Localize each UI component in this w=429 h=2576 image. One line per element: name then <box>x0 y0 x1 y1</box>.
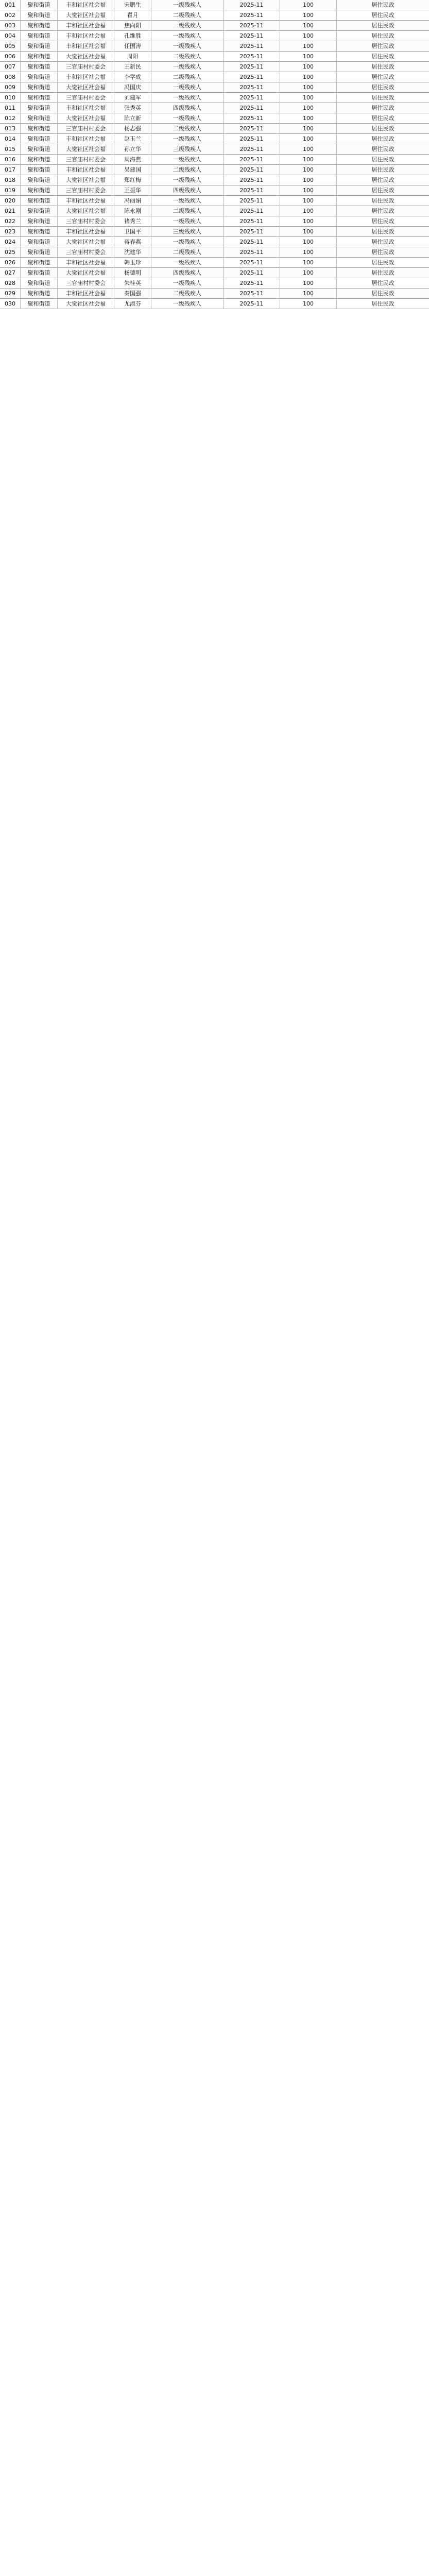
table-row <box>0 103 429 113</box>
date-cell: 2025-11 <box>224 103 280 113</box>
village-cell: 三官庙村村委会 <box>58 124 114 134</box>
row-number: 014 <box>0 134 21 144</box>
amount-cell: 100 <box>280 41 337 52</box>
town-cell: 聚和街道 <box>21 227 58 237</box>
amount-cell: 100 <box>280 52 337 62</box>
category-cell: 四级残疾人 <box>151 185 224 196</box>
town-cell: 聚和街道 <box>21 278 58 289</box>
unit-cell: 居住民政 <box>371 156 394 163</box>
unit-cell: 居住民政 <box>371 290 394 297</box>
town-cell: 聚和街道 <box>21 124 58 134</box>
unit-cell: 居住民政 <box>371 217 394 225</box>
unit-cell: 居住民政 <box>371 125 394 132</box>
row-number: 015 <box>0 144 21 155</box>
amount-cell: 100 <box>280 299 337 309</box>
name-cell: 周海燕 <box>114 155 151 165</box>
name-cell: 周阳 <box>114 52 151 62</box>
category-cell: 三级残疾人 <box>151 227 224 237</box>
date-cell: 2025-11 <box>224 299 280 309</box>
amount-cell: 100 <box>280 175 337 185</box>
date-cell: 2025-11 <box>224 62 280 72</box>
category-cell: 一级残疾人 <box>151 134 224 144</box>
village-cell: 大觉社区社会福 <box>58 82 114 93</box>
table-row <box>0 10 429 21</box>
name-cell: 赵玉兰 <box>114 134 151 144</box>
unit-cell: 居住民政 <box>371 1 394 8</box>
town-cell: 聚和街道 <box>21 0 58 10</box>
category-cell: 一级残疾人 <box>151 0 224 10</box>
name-cell: 韩玉珍 <box>114 258 151 268</box>
category-cell: 一级残疾人 <box>151 31 224 41</box>
date-cell: 2025-11 <box>224 227 280 237</box>
village-cell: 丰和社区社会福 <box>58 258 114 268</box>
table-row <box>0 196 429 206</box>
category-cell: 一级残疾人 <box>151 21 224 31</box>
date-cell: 2025-11 <box>224 185 280 196</box>
category-cell: 二级残疾人 <box>151 52 224 62</box>
row-number: 017 <box>0 165 21 175</box>
date-cell: 2025-11 <box>224 21 280 31</box>
name-cell: 郑红梅 <box>114 175 151 185</box>
name-cell: 杨德明 <box>114 268 151 278</box>
amount-cell: 100 <box>280 93 337 103</box>
village-cell: 三官庙村村委会 <box>58 247 114 258</box>
amount-cell: 100 <box>280 0 337 10</box>
village-cell: 丰和社区社会福 <box>58 31 114 41</box>
category-cell: 四级残疾人 <box>151 268 224 278</box>
unit-cell: 居住民政 <box>371 94 394 101</box>
date-cell: 2025-11 <box>224 82 280 93</box>
town-cell: 聚和街道 <box>21 175 58 185</box>
table-row <box>0 165 429 175</box>
name-cell: 刘建军 <box>114 93 151 103</box>
category-cell: 一级残疾人 <box>151 82 224 93</box>
unit-cell: 居住民政 <box>371 259 394 266</box>
amount-cell: 100 <box>280 237 337 247</box>
town-cell: 聚和街道 <box>21 103 58 113</box>
village-cell: 丰和社区社会福 <box>58 134 114 144</box>
town-cell: 聚和街道 <box>21 93 58 103</box>
name-cell: 蒋春燕 <box>114 237 151 247</box>
disability-subsidy-table <box>0 0 429 309</box>
date-cell: 2025-11 <box>224 144 280 155</box>
category-cell: 一级残疾人 <box>151 237 224 247</box>
unit-cell: 居住民政 <box>371 22 394 29</box>
unit-cell: 居住民政 <box>371 145 394 152</box>
village-cell: 大觉社区社会福 <box>58 206 114 216</box>
amount-cell: 100 <box>280 278 337 289</box>
category-cell: 一级残疾人 <box>151 62 224 72</box>
name-cell: 杨志强 <box>114 124 151 134</box>
village-cell: 大觉社区社会福 <box>58 299 114 309</box>
date-cell: 2025-11 <box>224 278 280 289</box>
table-row <box>0 247 429 258</box>
category-cell: 二级残疾人 <box>151 247 224 258</box>
category-cell: 一级残疾人 <box>151 93 224 103</box>
row-number: 025 <box>0 247 21 258</box>
table-row <box>0 124 429 134</box>
date-cell: 2025-11 <box>224 175 280 185</box>
village-cell: 丰和社区社会福 <box>58 103 114 113</box>
category-cell: 二级残疾人 <box>151 124 224 134</box>
unit-cell: 居住民政 <box>371 207 394 214</box>
date-cell: 2025-11 <box>224 289 280 299</box>
date-cell: 2025-11 <box>224 165 280 175</box>
name-cell: 李学成 <box>114 72 151 82</box>
village-cell: 大觉社区社会福 <box>58 237 114 247</box>
category-cell: 四级残疾人 <box>151 103 224 113</box>
date-cell: 2025-11 <box>224 206 280 216</box>
unit-cell: 居住民政 <box>371 228 394 235</box>
town-cell: 聚和街道 <box>21 41 58 52</box>
amount-cell: 100 <box>280 103 337 113</box>
unit-cell: 居住民政 <box>371 248 394 256</box>
name-cell: 沈建华 <box>114 247 151 258</box>
village-cell: 丰和社区社会福 <box>58 227 114 237</box>
category-cell: 一级残疾人 <box>151 278 224 289</box>
unit-cell: 居住民政 <box>371 53 394 60</box>
category-cell: 一级残疾人 <box>151 155 224 165</box>
row-number: 029 <box>0 289 21 299</box>
category-cell: 二级残疾人 <box>151 289 224 299</box>
row-number: 011 <box>0 103 21 113</box>
date-cell: 2025-11 <box>224 124 280 134</box>
unit-cell: 居住民政 <box>371 32 394 39</box>
table-row <box>0 216 429 227</box>
row-number: 028 <box>0 278 21 289</box>
row-number: 021 <box>0 206 21 216</box>
unit-cell: 居住民政 <box>371 73 394 80</box>
table-row <box>0 113 429 124</box>
town-cell: 聚和街道 <box>21 82 58 93</box>
name-cell: 翟月 <box>114 10 151 21</box>
category-cell: 一级残疾人 <box>151 216 224 227</box>
amount-cell: 100 <box>280 206 337 216</box>
village-cell: 丰和社区社会福 <box>58 72 114 82</box>
date-cell: 2025-11 <box>224 72 280 82</box>
table-row <box>0 93 429 103</box>
table-row <box>0 237 429 247</box>
row-number: 003 <box>0 21 21 31</box>
category-cell: 一级残疾人 <box>151 113 224 124</box>
amount-cell: 100 <box>280 144 337 155</box>
village-cell: 三官庙村村委会 <box>58 62 114 72</box>
town-cell: 聚和街道 <box>21 206 58 216</box>
category-cell: 一级残疾人 <box>151 299 224 309</box>
row-number: 016 <box>0 155 21 165</box>
row-number: 005 <box>0 41 21 52</box>
unit-cell: 居住民政 <box>371 135 394 142</box>
category-cell: 三级残疾人 <box>151 144 224 155</box>
name-cell: 宋鹏生 <box>114 0 151 10</box>
town-cell: 聚和街道 <box>21 52 58 62</box>
row-number: 008 <box>0 72 21 82</box>
row-number: 023 <box>0 227 21 237</box>
unit-cell: 居住民政 <box>371 176 394 183</box>
date-cell: 2025-11 <box>224 247 280 258</box>
date-cell: 2025-11 <box>224 113 280 124</box>
village-cell: 大觉社区社会福 <box>58 175 114 185</box>
table-row <box>0 31 429 41</box>
unit-cell: 居住民政 <box>371 63 394 70</box>
table-row <box>0 206 429 216</box>
date-cell: 2025-11 <box>224 134 280 144</box>
category-cell: 一级残疾人 <box>151 196 224 206</box>
name-cell: 王振华 <box>114 185 151 196</box>
amount-cell: 100 <box>280 21 337 31</box>
name-cell: 张秀英 <box>114 103 151 113</box>
town-cell: 聚和街道 <box>21 113 58 124</box>
unit-cell: 居住民政 <box>371 83 394 91</box>
town-cell: 聚和街道 <box>21 155 58 165</box>
row-number: 027 <box>0 268 21 278</box>
row-number: 006 <box>0 52 21 62</box>
village-cell: 大觉社区社会福 <box>58 10 114 21</box>
village-cell: 丰和社区社会福 <box>58 196 114 206</box>
name-cell: 冯国庆 <box>114 82 151 93</box>
table-row <box>0 144 429 155</box>
amount-cell: 100 <box>280 165 337 175</box>
date-cell: 2025-11 <box>224 93 280 103</box>
date-cell: 2025-11 <box>224 41 280 52</box>
town-cell: 聚和街道 <box>21 62 58 72</box>
name-cell: 卫国平 <box>114 227 151 237</box>
village-cell: 三官庙村村委会 <box>58 216 114 227</box>
name-cell: 吴建国 <box>114 165 151 175</box>
town-cell: 聚和街道 <box>21 237 58 247</box>
amount-cell: 100 <box>280 258 337 268</box>
date-cell: 2025-11 <box>224 237 280 247</box>
date-cell: 2025-11 <box>224 155 280 165</box>
village-cell: 丰和社区社会福 <box>58 41 114 52</box>
table-row <box>0 155 429 165</box>
town-cell: 聚和街道 <box>21 196 58 206</box>
name-cell: 冯丽娟 <box>114 196 151 206</box>
table-row <box>0 258 429 268</box>
village-cell: 大觉社区社会福 <box>58 113 114 124</box>
name-cell: 王新民 <box>114 62 151 72</box>
amount-cell: 100 <box>280 82 337 93</box>
date-cell: 2025-11 <box>224 10 280 21</box>
category-cell: 一级残疾人 <box>151 175 224 185</box>
table-row <box>0 134 429 144</box>
amount-cell: 100 <box>280 62 337 72</box>
name-cell: 陈永刚 <box>114 206 151 216</box>
amount-cell: 100 <box>280 268 337 278</box>
name-cell: 孙立华 <box>114 144 151 155</box>
name-cell: 孔维胜 <box>114 31 151 41</box>
row-number: 020 <box>0 196 21 206</box>
name-cell: 陈立新 <box>114 113 151 124</box>
row-number: 002 <box>0 10 21 21</box>
category-cell: 二级残疾人 <box>151 10 224 21</box>
category-cell: 二级残疾人 <box>151 206 224 216</box>
unit-cell: 居住民政 <box>371 166 394 173</box>
amount-cell: 100 <box>280 216 337 227</box>
amount-cell: 100 <box>280 247 337 258</box>
unit-cell: 居住民政 <box>371 187 394 194</box>
category-cell: 一级残疾人 <box>151 258 224 268</box>
unit-cell: 居住民政 <box>371 114 394 122</box>
unit-cell: 居住民政 <box>371 238 394 245</box>
table-row <box>0 227 429 237</box>
unit-cell: 居住民政 <box>371 104 394 111</box>
town-cell: 聚和街道 <box>21 165 58 175</box>
row-number: 022 <box>0 216 21 227</box>
date-cell: 2025-11 <box>224 196 280 206</box>
row-number: 024 <box>0 237 21 247</box>
name-cell: 秦国强 <box>114 289 151 299</box>
name-cell: 焦向阳 <box>114 21 151 31</box>
town-cell: 聚和街道 <box>21 216 58 227</box>
category-cell: 二级残疾人 <box>151 165 224 175</box>
table-row <box>0 289 429 299</box>
village-cell: 丰和社区社会福 <box>58 21 114 31</box>
town-cell: 聚和街道 <box>21 31 58 41</box>
amount-cell: 100 <box>280 196 337 206</box>
table-row <box>0 82 429 93</box>
row-number: 019 <box>0 185 21 196</box>
unit-cell: 居住民政 <box>371 300 394 307</box>
name-cell: 褚秀兰 <box>114 216 151 227</box>
town-cell: 聚和街道 <box>21 10 58 21</box>
name-cell: 朱桂英 <box>114 278 151 289</box>
amount-cell: 100 <box>280 10 337 21</box>
village-cell: 大觉社区社会福 <box>58 52 114 62</box>
amount-cell: 100 <box>280 31 337 41</box>
town-cell: 聚和街道 <box>21 268 58 278</box>
table-row <box>0 62 429 72</box>
amount-cell: 100 <box>280 134 337 144</box>
village-cell: 三官庙村村委会 <box>58 155 114 165</box>
table-row <box>0 72 429 82</box>
unit-cell: 居住民政 <box>371 269 394 276</box>
date-cell: 2025-11 <box>224 0 280 10</box>
category-cell: 一级残疾人 <box>151 41 224 52</box>
table-row <box>0 185 429 196</box>
table-row <box>0 268 429 278</box>
table-row <box>0 52 429 62</box>
row-number: 026 <box>0 258 21 268</box>
table-row <box>0 41 429 52</box>
unit-cell: 居住民政 <box>371 11 394 19</box>
unit-cell: 居住民政 <box>371 197 394 204</box>
amount-cell: 100 <box>280 124 337 134</box>
name-cell: 尤淑芬 <box>114 299 151 309</box>
table-row <box>0 278 429 289</box>
row-number: 010 <box>0 93 21 103</box>
date-cell: 2025-11 <box>224 52 280 62</box>
village-cell: 丰和社区社会福 <box>58 165 114 175</box>
amount-cell: 100 <box>280 289 337 299</box>
row-number: 012 <box>0 113 21 124</box>
village-cell: 大觉社区社会福 <box>58 268 114 278</box>
row-number: 001 <box>0 0 21 10</box>
unit-cell: 居住民政 <box>371 279 394 286</box>
village-cell: 三官庙村村委会 <box>58 278 114 289</box>
amount-cell: 100 <box>280 72 337 82</box>
village-cell: 丰和社区社会福 <box>58 0 114 10</box>
town-cell: 聚和街道 <box>21 185 58 196</box>
date-cell: 2025-11 <box>224 216 280 227</box>
row-number: 030 <box>0 299 21 309</box>
date-cell: 2025-11 <box>224 31 280 41</box>
town-cell: 聚和街道 <box>21 134 58 144</box>
table-row <box>0 175 429 185</box>
amount-cell: 100 <box>280 155 337 165</box>
row-number: 004 <box>0 31 21 41</box>
town-cell: 聚和街道 <box>21 258 58 268</box>
table-row <box>0 0 429 10</box>
date-cell: 2025-11 <box>224 268 280 278</box>
name-cell: 任国涛 <box>114 41 151 52</box>
table-row <box>0 299 429 309</box>
table-row <box>0 21 429 31</box>
row-number: 007 <box>0 62 21 72</box>
amount-cell: 100 <box>280 227 337 237</box>
row-number: 018 <box>0 175 21 185</box>
village-cell: 丰和社区社会福 <box>58 289 114 299</box>
town-cell: 聚和街道 <box>21 247 58 258</box>
town-cell: 聚和街道 <box>21 299 58 309</box>
unit-cell: 居住民政 <box>371 42 394 49</box>
row-number: 009 <box>0 82 21 93</box>
row-number: 013 <box>0 124 21 134</box>
town-cell: 聚和街道 <box>21 72 58 82</box>
town-cell: 聚和街道 <box>21 21 58 31</box>
village-cell: 三官庙村村委会 <box>58 185 114 196</box>
village-cell: 大觉社区社会福 <box>58 144 114 155</box>
date-cell: 2025-11 <box>224 258 280 268</box>
village-cell: 三官庙村村委会 <box>58 93 114 103</box>
category-cell: 二级残疾人 <box>151 72 224 82</box>
town-cell: 聚和街道 <box>21 144 58 155</box>
town-cell: 聚和街道 <box>21 289 58 299</box>
amount-cell: 100 <box>280 185 337 196</box>
amount-cell: 100 <box>280 113 337 124</box>
